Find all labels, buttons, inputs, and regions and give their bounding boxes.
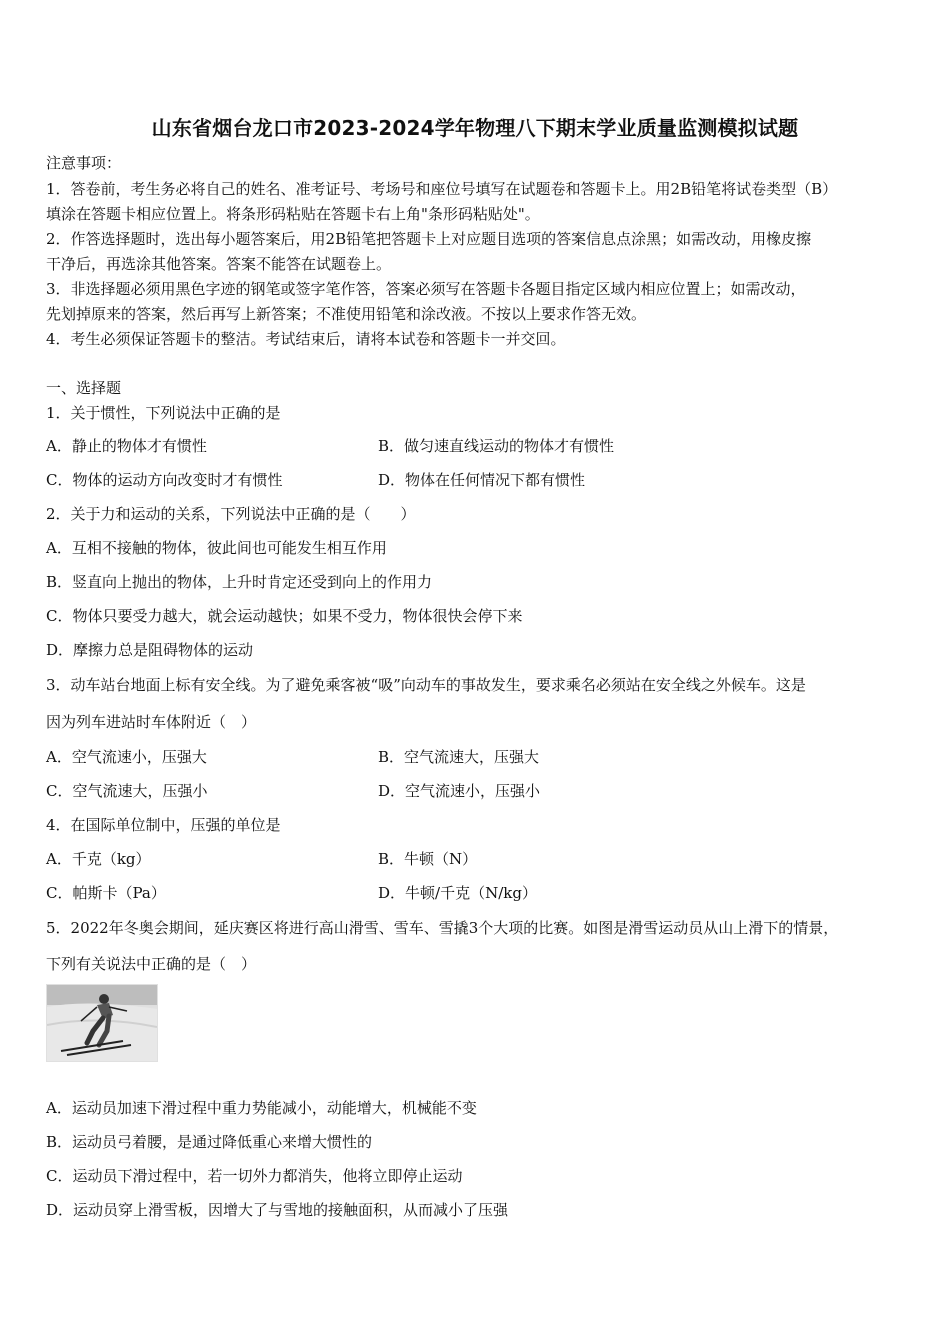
- option-d: D．物体在任何情况下都有惯性: [378, 471, 586, 489]
- option-c: C．物体只要受力越大，就会运动越快；如果不受力，物体很快会停下来: [46, 607, 523, 625]
- option-a: A．静止的物体才有惯性: [46, 437, 207, 455]
- page-title: 山东省烟台龙口市2023-2024学年物理八下期末学业质量监测模拟试题: [151, 116, 799, 140]
- option-c: C．运动员下滑过程中，若一切外力都消失，他将立即停止运动: [46, 1167, 463, 1185]
- notice-line: 2．作答选择题时，选出每小题答案后，用2B铅笔把答题卡上对应题目选项的答案信息点涂黑；如需改动，用橡皮擦: [46, 230, 812, 248]
- option-b: B．牛顿（N）: [378, 850, 478, 868]
- option-d: D．运动员穿上滑雪板，因增大了与雪地的接触面积，从而减小了压强: [46, 1201, 509, 1219]
- notice-line: 1．答卷前，考生务必将自己的姓名、准考证号、考场号和座位号填写在试题卷和答题卡上。用2B铅笔将试卷类型（B）: [46, 180, 838, 198]
- notice-line: 3．非选择题必须用黑色字迹的钢笔或签字笔作答，答案必须写在答题卡各题目指定区域内相应位置上；如需改动，: [46, 280, 806, 298]
- question-stem-cont: 下列有关说法中正确的是（ ）: [46, 955, 257, 973]
- notice-line: 4．考生必须保证答题卡的整洁。考试结束后，请将本试卷和答题卡一并交回。: [46, 330, 566, 348]
- option-a: A．空气流速小，压强大: [46, 748, 207, 766]
- question-stem: 2．关于力和运动的关系，下列说法中正确的是（ ）: [46, 505, 416, 523]
- notice-line: 干净后，再选涂其他答案。答案不能答在试题卷上。: [46, 255, 392, 273]
- option-c: C．物体的运动方向改变时才有惯性: [46, 471, 283, 489]
- question-stem: 1．关于惯性，下列说法中正确的是: [46, 404, 281, 422]
- option-a: A．千克（kg）: [46, 850, 151, 868]
- option-b: B．做匀速直线运动的物体才有惯性: [378, 437, 615, 455]
- skier-icon: [47, 985, 157, 1061]
- option-b: B．竖直向上抛出的物体，上升时肯定还受到向上的作用力: [46, 573, 433, 591]
- option-a: A．运动员加速下滑过程中重力势能减小，动能增大，机械能不变: [46, 1099, 477, 1117]
- question-stem: 4．在国际单位制中，压强的单位是: [46, 816, 281, 834]
- option-b: B．空气流速大，压强大: [378, 748, 540, 766]
- option-d: D．牛顿/千克（N/kg）: [378, 884, 537, 902]
- notice-heading: 注意事项：: [46, 154, 122, 172]
- question-stem: 3．动车站台地面上标有安全线。为了避免乘客被“吸”向动车的事故发生，要求乘名必须站在安全线之外候车。这是: [46, 676, 806, 694]
- option-d: D．摩擦力总是阻碍物体的运动: [46, 641, 254, 659]
- option-d: D．空气流速小，压强小: [378, 782, 541, 800]
- notice-line: 填涂在答题卡相应位置上。将条形码粘贴在答题卡右上角"条形码粘贴处"。: [46, 205, 540, 223]
- option-b: B．运动员弓着腰，是通过降低重心来增大惯性的: [46, 1133, 373, 1151]
- skier-photo: [46, 984, 158, 1062]
- option-a: A．互相不接触的物体，彼此间也可能发生相互作用: [46, 539, 387, 557]
- notice-line: 先划掉原来的答案，然后再写上新答案；不准使用铅笔和涂改液。不按以上要求作答无效。: [46, 305, 647, 323]
- question-stem: 5．2022年冬奥会期间，延庆赛区将进行高山滑雪、雪车、雪撬3个大项的比赛。如图是滑雪运动员从山上滑下的情景，: [46, 919, 839, 937]
- option-c: C．帕斯卡（Pa）: [46, 884, 166, 902]
- question-stem-cont: 因为列车进站时车体附近（ ）: [46, 713, 257, 731]
- section-heading: 一、选择题: [46, 379, 122, 397]
- option-c: C．空气流速大，压强小: [46, 782, 208, 800]
